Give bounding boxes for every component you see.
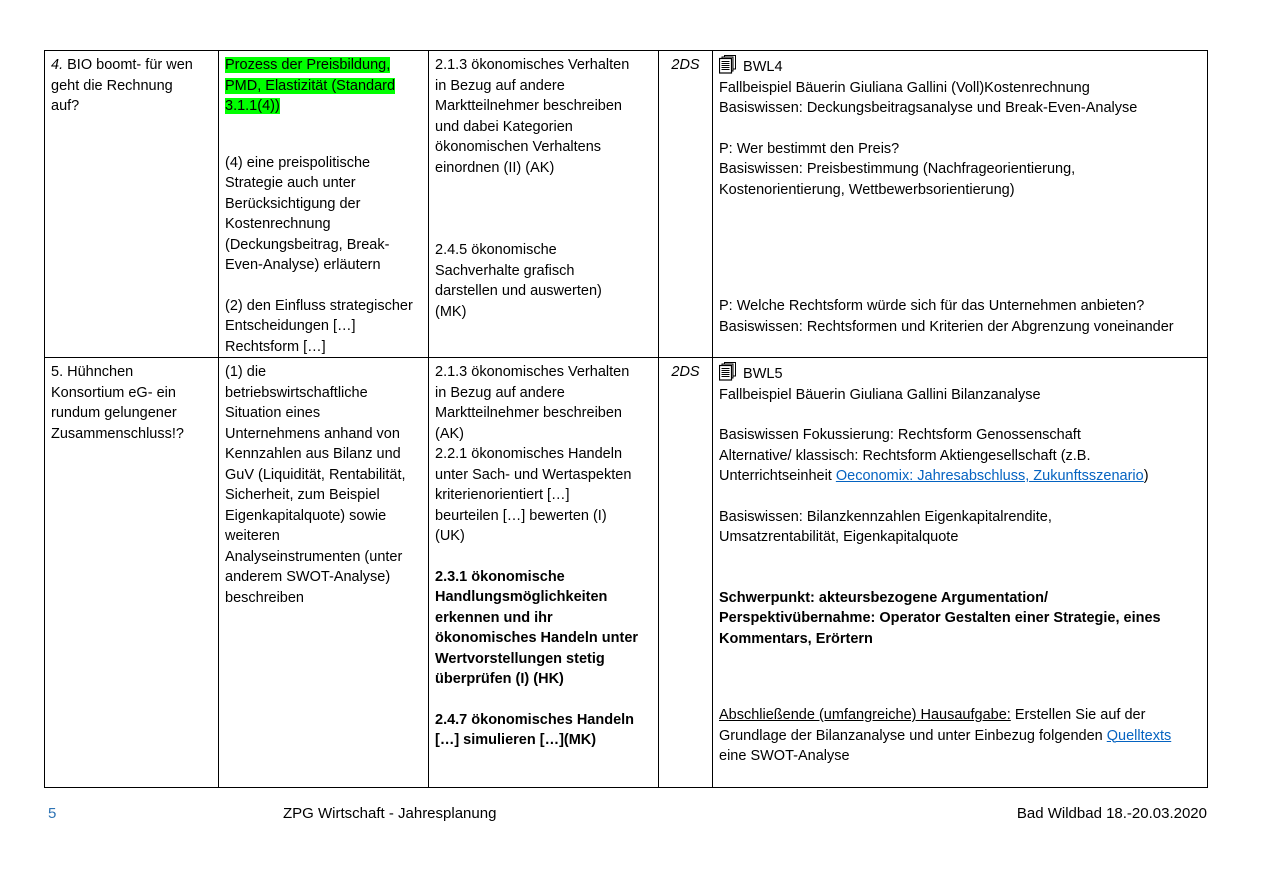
text-segment: Schwerpunkt: akteursbezogene Argumentation/ xyxy=(719,589,1048,606)
text-line xyxy=(719,296,1202,317)
text-line xyxy=(719,98,1202,119)
text-segment: 2.1.3 ökonomisches Verhalten xyxy=(435,57,630,73)
cell-topic-row4 xyxy=(45,51,219,358)
text-segment: PMD, Elastizität (Standard xyxy=(225,77,396,94)
text-line xyxy=(435,76,653,97)
paragraph xyxy=(435,567,653,690)
text-line xyxy=(435,649,653,670)
duration-value: 2DS xyxy=(671,364,700,380)
text-segment: darstellen und auswerten) xyxy=(435,283,602,299)
text-line xyxy=(435,587,653,608)
text-line xyxy=(225,485,423,506)
text-segment: Abschließende (umfangreiche) Hausaufgabe: xyxy=(719,707,1011,723)
text-line xyxy=(225,316,423,337)
text-line xyxy=(51,403,213,424)
text-line xyxy=(435,444,653,465)
text-line xyxy=(719,527,1202,548)
pages-icon xyxy=(719,362,737,381)
text-segment: BWL5 xyxy=(743,366,783,382)
text-segment: beurteilen […] bewerten (I) xyxy=(435,507,607,524)
paragraph xyxy=(719,425,1202,487)
text-segment: Kennzahlen aus Bilanz und xyxy=(225,446,401,462)
text-line xyxy=(719,362,1202,385)
text-segment: anderem SWOT-Analyse) xyxy=(225,569,391,585)
paragraph xyxy=(719,78,1202,119)
text-segment: Kostenrechnung xyxy=(225,216,331,232)
text-line xyxy=(719,746,1202,767)
text-segment: 5. Hühnchen xyxy=(51,364,134,380)
text-line xyxy=(719,629,1202,650)
text-line xyxy=(719,507,1202,528)
text-line xyxy=(435,281,653,302)
footer-date-location: Bad Wildbad 18.-20.03.2020 xyxy=(1016,805,1207,822)
text-line xyxy=(51,424,213,445)
text-segment: ) xyxy=(1143,468,1149,484)
paragraph xyxy=(719,588,1202,650)
quelltexts-link[interactable]: Quelltexts xyxy=(1106,727,1172,744)
text-segment: weiteren xyxy=(225,528,280,544)
text-segment: Kommentars, Erörtern xyxy=(719,630,873,647)
text-segment: Even-Analyse) erläutern xyxy=(225,257,381,273)
text-segment: und dabei Kategorien xyxy=(435,118,573,135)
text-line xyxy=(435,608,653,629)
text-segment: unter Sach- und Wertaspekten xyxy=(435,466,632,483)
text-line xyxy=(719,159,1202,180)
text-line xyxy=(719,180,1202,201)
text-segment: BIO boomt- für wen xyxy=(67,57,193,73)
duration-value: 2DS xyxy=(671,57,700,73)
text-segment: Alternative/ klassisch: Rechtsform Aktiengesellschaft (z.B. xyxy=(719,447,1091,464)
text-segment: Basiswissen: Deckungsbeitragsanalyse und Break-Even-Analyse xyxy=(719,100,1138,116)
text-segment: (Deckungsbeitrag, Break- xyxy=(225,236,390,253)
pages-icon xyxy=(719,55,737,74)
text-line xyxy=(435,465,653,486)
text-line xyxy=(435,302,653,323)
text-line xyxy=(435,485,653,506)
text-segment: 2.2.1 ökonomisches Handeln xyxy=(435,446,623,462)
paragraph xyxy=(719,362,1202,385)
footer-document-title: ZPG Wirtschaft - Jahresplanung xyxy=(283,805,497,822)
paragraph xyxy=(435,55,653,178)
table-row-5 xyxy=(45,358,1208,788)
paragraph xyxy=(225,296,423,358)
text-line xyxy=(225,506,423,527)
cell-materials-row5 xyxy=(713,358,1208,788)
text-segment: Sachverhalte grafisch xyxy=(435,262,575,279)
lesson-plan-table xyxy=(44,50,1208,788)
paragraph xyxy=(719,296,1202,337)
text-segment: Marktteilnehmer beschreiben xyxy=(435,405,622,421)
text-line xyxy=(225,424,423,445)
text-line xyxy=(225,465,423,486)
text-line xyxy=(225,547,423,568)
text-segment: Sicherheit, zum Beispiel xyxy=(225,487,380,503)
text-segment: Wertvorstellungen stetig xyxy=(435,650,605,667)
text-line xyxy=(435,526,653,547)
text-line xyxy=(719,608,1202,629)
text-line xyxy=(719,55,1202,78)
text-segment: in Bezug auf andere xyxy=(435,77,565,94)
text-line xyxy=(225,194,423,215)
text-segment: P: Welche Rechtsform würde sich für das Unternehmen anbieten? xyxy=(719,298,1145,314)
cell-materials-row4 xyxy=(713,51,1208,358)
text-line xyxy=(225,403,423,424)
paragraph xyxy=(225,55,423,117)
text-segment: ökonomisches Handeln unter xyxy=(435,630,639,646)
text-segment: Unternehmens anhand von xyxy=(225,425,400,442)
text-segment: Basiswissen: Preisbestimmung (Nachfrageorientierung, xyxy=(719,161,1076,177)
page-number: 5 xyxy=(48,805,57,822)
text-line xyxy=(435,362,653,383)
text-line xyxy=(225,255,423,276)
paragraph xyxy=(225,362,423,608)
cell-duration-row5 xyxy=(659,358,713,788)
text-line xyxy=(51,76,213,97)
text-segment: Eigenkapitalquote) sowie xyxy=(225,507,387,524)
text-line xyxy=(225,526,423,547)
text-segment: 2.4.5 ökonomische xyxy=(435,242,557,258)
text-line xyxy=(51,96,213,117)
text-segment: Basiswissen: Bilanzkennzahlen Eigenkapitalrendite, xyxy=(719,508,1052,525)
table-row-4 xyxy=(45,51,1208,358)
text-line xyxy=(435,506,653,527)
text-segment: GuV (Liquidität, Rentabilität, xyxy=(225,466,406,483)
text-line xyxy=(435,628,653,649)
text-segment: Perspektivübernahme: Operator Gestalten einer Strategie, eines xyxy=(719,610,1161,626)
text-line xyxy=(435,669,653,690)
text-segment: Marktteilnehmer beschreiben xyxy=(435,98,622,114)
text-segment: Handlungsmöglichkeiten xyxy=(435,589,608,605)
text-segment: Fallbeispiel Bäuerin Giuliana Gallini (Voll)Kostenrechnung xyxy=(719,79,1090,96)
oeconomix-link[interactable]: Oeconomix: Jahresabschluss, Zukunftsszenario xyxy=(835,468,1144,484)
text-line xyxy=(435,730,653,751)
text-segment: 2.1.3 ökonomisches Verhalten xyxy=(435,364,630,380)
text-line xyxy=(225,55,423,76)
text-line xyxy=(51,55,213,76)
text-segment: Kostenorientierung, Wettbewerbsorientierung) xyxy=(719,181,1015,198)
text-segment: 4. xyxy=(51,57,68,73)
text-segment: ökonomischen Verhaltens xyxy=(435,139,602,155)
text-line xyxy=(435,240,653,261)
text-segment: geht die Rechnung xyxy=(51,77,173,94)
text-line xyxy=(225,235,423,256)
text-segment: 3.1.1(4)) xyxy=(225,98,280,114)
text-segment: (4) eine preispolitische xyxy=(225,154,371,171)
text-line xyxy=(225,214,423,235)
cell-competencies-row4 xyxy=(429,51,659,358)
text-line xyxy=(435,137,653,158)
paragraph xyxy=(435,362,653,547)
text-line xyxy=(719,385,1202,406)
text-segment: (1) die xyxy=(225,364,267,380)
text-segment: Umsatzrentabilität, Eigenkapitalquote xyxy=(719,529,959,545)
text-line xyxy=(719,588,1202,609)
text-segment: Situation eines xyxy=(225,405,321,421)
paragraph xyxy=(719,55,1202,78)
cell-content-row5 xyxy=(219,358,429,788)
text-segment: rundum gelungener xyxy=(51,405,177,421)
paragraph xyxy=(719,385,1202,406)
text-segment: Entscheidungen […] xyxy=(225,318,356,334)
text-line xyxy=(719,705,1202,726)
text-line xyxy=(225,444,423,465)
text-line xyxy=(51,383,213,404)
text-line xyxy=(225,153,423,174)
text-line xyxy=(719,78,1202,99)
cell-topic-row5 xyxy=(45,358,219,788)
paragraph xyxy=(435,240,653,322)
text-segment: […] simulieren […](MK) xyxy=(435,732,597,748)
text-line xyxy=(719,726,1202,747)
text-line xyxy=(225,76,423,97)
text-segment: erkennen und ihr xyxy=(435,609,553,626)
text-line xyxy=(435,710,653,731)
text-line xyxy=(719,317,1202,338)
text-segment: eine SWOT-Analyse xyxy=(719,748,850,764)
text-segment: Unterrichtseinheit xyxy=(719,468,836,484)
text-segment: einordnen (II) (AK) xyxy=(435,159,555,176)
text-line xyxy=(435,567,653,588)
text-line xyxy=(225,588,423,609)
text-line xyxy=(225,337,423,358)
text-segment: (2) den Einfluss strategischer xyxy=(225,297,413,314)
text-line xyxy=(435,383,653,404)
paragraph xyxy=(51,55,213,117)
text-segment: Strategie auch unter xyxy=(225,175,356,191)
text-line xyxy=(225,96,423,117)
text-line xyxy=(719,446,1202,467)
paragraph xyxy=(719,507,1202,548)
text-segment: Berücksichtigung der xyxy=(225,195,361,212)
text-segment: 2.3.1 ökonomische xyxy=(435,568,565,585)
text-line xyxy=(225,296,423,317)
text-line xyxy=(435,158,653,179)
text-line xyxy=(225,383,423,404)
text-segment: P: Wer bestimmt den Preis? xyxy=(719,140,900,157)
cell-duration-row4 xyxy=(659,51,713,358)
cell-competencies-row5 xyxy=(429,358,659,788)
text-segment: (UK) xyxy=(435,528,465,544)
paragraph xyxy=(51,362,213,444)
text-segment: BWL4 xyxy=(743,59,783,75)
text-segment: betriebswirtschaftliche xyxy=(225,384,368,401)
text-segment: Konsortium eG- ein xyxy=(51,384,176,401)
text-segment: beschreiben xyxy=(225,589,304,606)
text-line xyxy=(719,139,1202,160)
text-line xyxy=(225,362,423,383)
paragraph xyxy=(719,705,1202,767)
text-line xyxy=(435,55,653,76)
text-segment: Erstellen Sie auf der xyxy=(1010,707,1146,723)
text-line xyxy=(435,424,653,445)
text-line xyxy=(435,403,653,424)
text-segment: Grundlage der Bilanzanalyse und unter Einbezug folgenden xyxy=(719,727,1107,744)
text-segment: Prozess der Preisbildung, xyxy=(225,57,391,73)
text-segment: Basiswissen Fokussierung: Rechtsform Genossenschaft xyxy=(719,427,1081,443)
paragraph xyxy=(435,710,653,751)
paragraph xyxy=(719,139,1202,201)
text-segment: 2.4.7 ökonomisches Handeln xyxy=(435,711,635,728)
text-segment: Fallbeispiel Bäuerin Giuliana Gallini Bilanzanalyse xyxy=(719,386,1041,403)
text-line xyxy=(225,567,423,588)
text-line xyxy=(435,117,653,138)
text-segment: (AK) xyxy=(435,425,464,442)
text-segment: kriterienorientiert […] xyxy=(435,487,570,503)
paragraph xyxy=(225,153,423,276)
text-line xyxy=(719,425,1202,446)
text-segment: auf? xyxy=(51,98,80,114)
text-segment: (MK) xyxy=(435,303,467,320)
text-line xyxy=(225,173,423,194)
text-segment: in Bezug auf andere xyxy=(435,384,565,401)
text-line xyxy=(719,466,1202,487)
text-segment: überprüfen (I) (HK) xyxy=(435,671,564,687)
text-line xyxy=(435,96,653,117)
text-segment: Rechtsform […] xyxy=(225,338,326,355)
text-segment: Zusammenschluss!? xyxy=(51,425,184,442)
text-segment: Analyseinstrumenten (unter xyxy=(225,548,403,565)
text-line xyxy=(51,362,213,383)
text-line xyxy=(435,261,653,282)
text-segment: Basiswissen: Rechtsformen und Kriterien der Abgrenzung voneinander xyxy=(719,318,1174,335)
cell-content-row4 xyxy=(219,51,429,358)
